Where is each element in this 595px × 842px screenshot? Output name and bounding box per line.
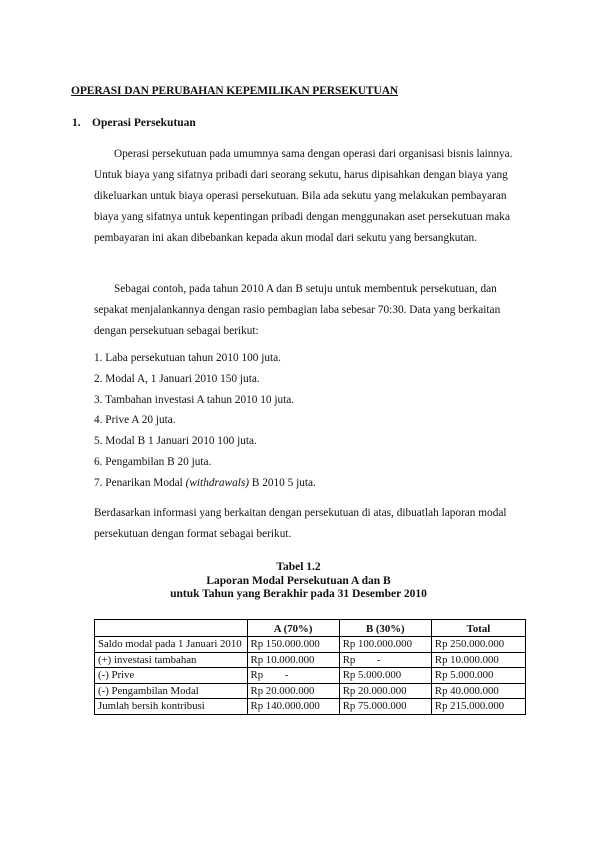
list-item: 6. Pengambilan B 20 juta. <box>94 455 212 468</box>
table-cell-label: (-) Pengambilan Modal <box>95 683 248 699</box>
table-caption-number: Tabel 1.2 <box>276 561 321 573</box>
list-item-7-after: B 2010 5 juta. <box>249 476 316 489</box>
paragraph-example-text: Sebagai contoh, pada tahun 2010 A dan B setuju untuk membentuk persekutuan, dan sepakat menjalankannya dengan rasio pembagian laba sebesar 70:30. Data yang berkaitan dengan persekutuan sebagai berikut: <box>94 283 501 337</box>
table-cell-label: (-) Prive <box>95 668 248 684</box>
capital-report-table <box>94 619 526 715</box>
table-cell-b: Rp 100.000.000 <box>339 637 431 653</box>
table-row <box>95 683 526 699</box>
table-cell-label: (+) investasi tambahan <box>95 652 248 668</box>
table-cell-label: Jumlah bersih kontribusi <box>95 699 248 715</box>
list-item-7-before: 7. Penarikan Modal <box>94 476 186 489</box>
table-row <box>95 637 526 653</box>
table-cell-b: Rp 75.000.000 <box>339 699 431 715</box>
section-title-text: Operasi Persekutuan <box>92 117 196 129</box>
paragraph-operations <box>94 144 524 249</box>
list-item <box>94 473 316 494</box>
table-caption-period: untuk Tahun yang Berakhir pada 31 Desember 2010 <box>170 588 427 600</box>
document-heading: OPERASI DAN PERUBAHAN KEPEMILIKAN PERSEKUTUAN <box>71 85 399 97</box>
section-number: 1. <box>72 117 81 129</box>
table-cell-total: Rp 250.000.000 <box>431 637 525 653</box>
table-row <box>95 652 526 668</box>
table-header-a: A (70%) <box>247 620 339 637</box>
table-cell-a: Rp - <box>247 668 339 684</box>
paragraph-example <box>94 279 524 342</box>
data-list <box>94 348 316 494</box>
table-row <box>95 668 526 684</box>
list-item: 3. Tambahan investasi A tahun 2010 10 juta. <box>94 393 295 406</box>
paragraph-operations-text: Operasi persekutuan pada umumnya sama dengan operasi dari organisasi bisnis lainnya. Untuk biaya yang sifatnya pribadi dari seorang sekutu, harus dipisahkan dengan biaya yang dikeluarkan untuk biaya operasi persekutuan. Bila ada sekutu yang melakukan pembayaran biaya yang sifatnya untuk kepentingan pribadi dengan menggunakan aset persekutuan maka pembayaran ini akan dibebankan kepada akun modal dari sekutu yang bersangkutan. <box>94 148 513 244</box>
table-cell-label: Saldo modal pada 1 Januari 2010 <box>95 637 248 653</box>
list-item: 4. Prive A 20 juta. <box>94 414 176 427</box>
list-item: 2. Modal A, 1 Januari 2010 150 juta. <box>94 372 260 385</box>
table-caption-title: Laporan Modal Persekutuan A dan B <box>206 574 391 587</box>
list-item: 1. Laba persekutuan tahun 2010 100 juta. <box>94 352 281 364</box>
table-cell-b: Rp 20.000.000 <box>339 683 431 699</box>
table-caption <box>94 561 503 602</box>
table-cell-total: Rp 5.000.000 <box>431 668 525 684</box>
table-header-label <box>95 620 248 637</box>
section-title <box>72 117 196 129</box>
paragraph-summary: Berdasarkan informasi yang berkaitan dengan persekutuan di atas, dibuatlah laporan modal persekutuan dengan format sebagai berikut. <box>94 507 507 540</box>
table-cell-a: Rp 150.000.000 <box>247 637 339 653</box>
table-cell-a: Rp 140.000.000 <box>247 699 339 715</box>
table-cell-total: Rp 215.000.000 <box>431 699 525 715</box>
list-item-7-italic: (withdrawals) <box>185 476 250 489</box>
table-row <box>95 699 526 715</box>
list-item: 5. Modal B 1 Januari 2010 100 juta. <box>94 435 257 448</box>
table-cell-total: Rp 10.000.000 <box>431 652 525 668</box>
table-cell-a: Rp 20.000.000 <box>247 683 339 699</box>
table-cell-b: Rp 5.000.000 <box>339 668 431 684</box>
table-header-row <box>95 620 526 637</box>
table-cell-a: Rp 10.000.000 <box>247 652 339 668</box>
table-header-total: Total <box>431 620 525 637</box>
table-header-b: B (30%) <box>339 620 431 637</box>
table-cell-total: Rp 40.000.000 <box>431 683 525 699</box>
table-cell-b: Rp - <box>339 652 431 668</box>
